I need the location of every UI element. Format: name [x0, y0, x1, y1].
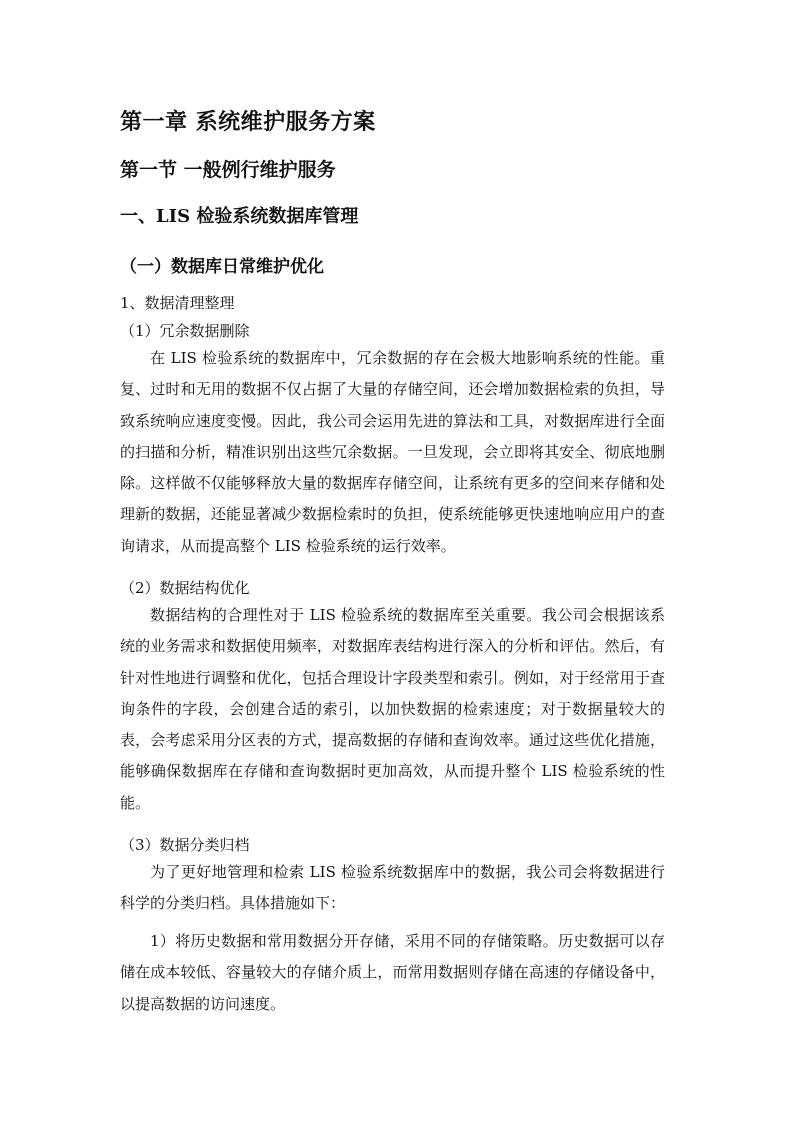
subsection-title: 一、LIS 检验系统数据库管理 — [120, 206, 359, 227]
paragraph-structure-optimization: 数据结构的合理性对于 LIS 检验系统的数据库至关重要。我公司会根据该系统的业务需求和数据使用频率，对数据库表结构进行深入的分析和评估。然后，有针对性地进行调整和优化，包括合理设计字段类型和索引。例如，对于经常用于查询条件的字段，会创建合适的索引，以加快数据的检索速度；对于数据量较大的表，会考虑采用分区表的方式，提高数据的存储和查询效率。通过这些优化措施，能够确保数据库在存储和查询数据时更加高效，从而提升整个 LIS 检验系统的性能。 — [120, 606, 665, 812]
item-title-data-cleanup: 1、数据清理整理 — [120, 294, 235, 312]
paragraph-classification-archive: 为了更好地管理和检索 LIS 检验系统数据库中的数据，我公司会将数据进行科学的分类归档。具体措施如下： — [120, 863, 665, 913]
subsubsection-title: （一）数据库日常维护优化 — [120, 257, 324, 277]
item-title-classification-archive: （3）数据分类归档 — [120, 836, 250, 854]
item-title-structure-optimization: （2）数据结构优化 — [120, 579, 250, 597]
item-title-redundant-data: （1）冗余数据删除 — [120, 322, 250, 340]
chapter-title: 第一章 系统维护服务方案 — [120, 109, 376, 135]
paragraph-archive-step-1: 1）将历史数据和常用数据分开存储，采用不同的存储策略。历史数据可以存储在成本较低、容量较大的存储介质上，而常用数据则存储在高速的存储设备中，以提高数据的访问速度。 — [120, 932, 665, 1013]
section-title: 第一节 一般例行维护服务 — [120, 159, 336, 181]
paragraph-redundant-data: 在 LIS 检验系统的数据库中，冗余数据的存在会极大地影响系统的性能。重复、过时和无用的数据不仅占据了大量的存储空间，还会增加数据检索的负担，导致系统响应速度变慢。因此，我公司会运用先进的算法和工具，对数据库进行全面的扫描和分析，精准识别出这些冗余数据。一旦发现，会立即将其安全、彻底地删除。这样做不仅能够释放大量的数据库存储空间，让系统有更多的空间来存储和处理新的数据，还能显著减少数据检索时的负担，使系统能够更快速地响应用户的查询请求，从而提高整个 LIS 检验系统的运行效率。 — [120, 349, 665, 555]
